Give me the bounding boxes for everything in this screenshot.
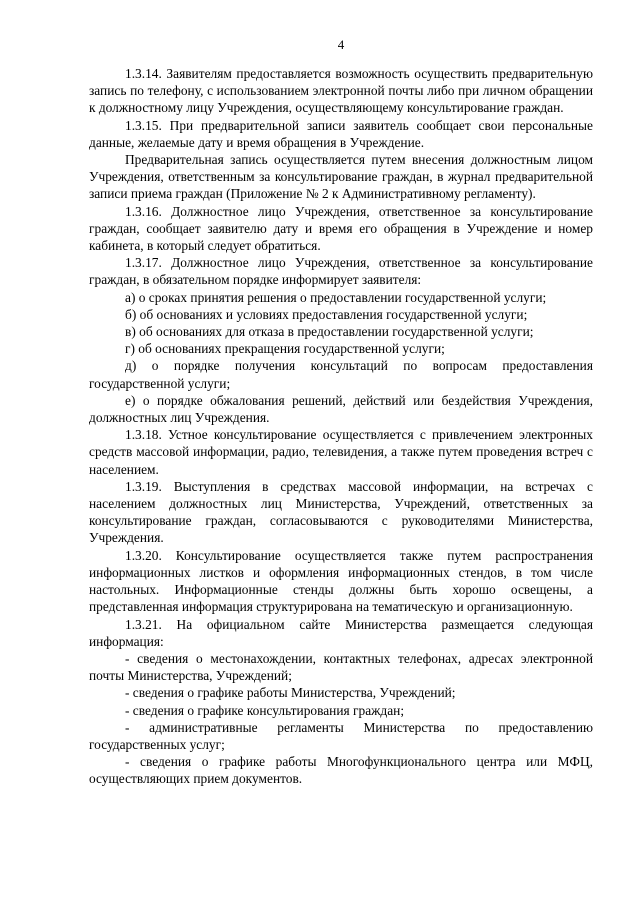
paragraph-1-3-16: 1.3.16. Должностное лицо Учреждения, ответственное за консультирование граждан, сообщает заявителю дату и время его обращения в Учреждение и номер кабинета, в который следует обратиться. bbox=[89, 203, 593, 254]
list-item-consult-schedule: - сведения о графике консультирования граждан; bbox=[125, 702, 405, 718]
paragraph-1-3-14: 1.3.14. Заявителям предоставляется возможность осуществить предварительную запись по телефону, с использованием электронной почты либо при личном обращении к должностному лицу Учреждения, осуществляющему консультирование граждан. bbox=[89, 66, 593, 116]
paragraph-1-3-21: 1.3.21. На официальном сайте Министерства размещается следующая информация: bbox=[89, 616, 593, 649]
list-item-d: д) о порядке получения консультаций по вопросам предоставления государственной услуги; bbox=[89, 358, 593, 391]
list-item-regulations: - административные регламенты Министерства по предоставлению государственных услуг; bbox=[89, 719, 593, 752]
paragraph-1-3-17: 1.3.17. Должностное лицо Учреждения, ответственное за консультирование граждан, в обязательном порядке информирует заявителя: bbox=[89, 255, 593, 288]
paragraph-1-3-20: 1.3.20. Консультирование осуществляется также путем распространения информационных листков и оформления информационных стендов, в том числе настольных. Информационные стенды должны быть хорошо освещены, а представленная информация структурирована на тематическую и организационную. bbox=[89, 547, 593, 615]
paragraph-preliminary-record: Предварительная запись осуществляется путем внесения должностным лицом Учреждения, ответственным за консультирование граждан, в журнал предварительной записи приема граждан (Приложение № 2 к Административному регламенту). bbox=[89, 152, 593, 202]
paragraph-1-3-15: 1.3.15. При предварительной записи заявитель сообщает свои персональные данные, желаемые дату и время обращения в Учреждение. bbox=[89, 117, 593, 150]
list-item-mfc: - сведения о графике работы Многофункционального центра или МФЦ, осуществляющих прием документов. bbox=[89, 754, 593, 787]
list-item-work-schedule: - сведения о графике работы Министерства, Учреждений; bbox=[125, 685, 456, 701]
list-item-e: е) о порядке обжалования решений, действий или бездействия Учреждения, должностных лиц Учреждения. bbox=[89, 392, 593, 426]
list-item-g: г) об основаниях прекращения государственной услуги; bbox=[125, 341, 445, 357]
list-item-b: б) об основаниях и условиях предоставления государственной услуги; bbox=[125, 306, 528, 322]
list-item-v: в) об основаниях для отказа в предоставлении государственной услуги; bbox=[125, 324, 534, 340]
list-item-a: а) о сроках принятия решения о предоставлении государственной услуги; bbox=[125, 289, 547, 305]
page-number: 4 bbox=[337, 37, 345, 52]
list-item-location: - сведения о местонахождении, контактных телефонах, адресах электронной почты Министерства, Учреждений; bbox=[89, 650, 593, 684]
paragraph-1-3-18: 1.3.18. Устное консультирование осуществляется с привлечением электронных средств массовой информации, радио, телевидения, а также путем проведения встреч с населением. bbox=[89, 427, 593, 477]
paragraph-1-3-19: 1.3.19. Выступления в средствах массовой информации, на встречах с населением должностных лиц Министерства, Учреждений, ответственных за консультирование граждан, согласовываются с руководителями Министерства, Учреждения. bbox=[89, 478, 593, 546]
